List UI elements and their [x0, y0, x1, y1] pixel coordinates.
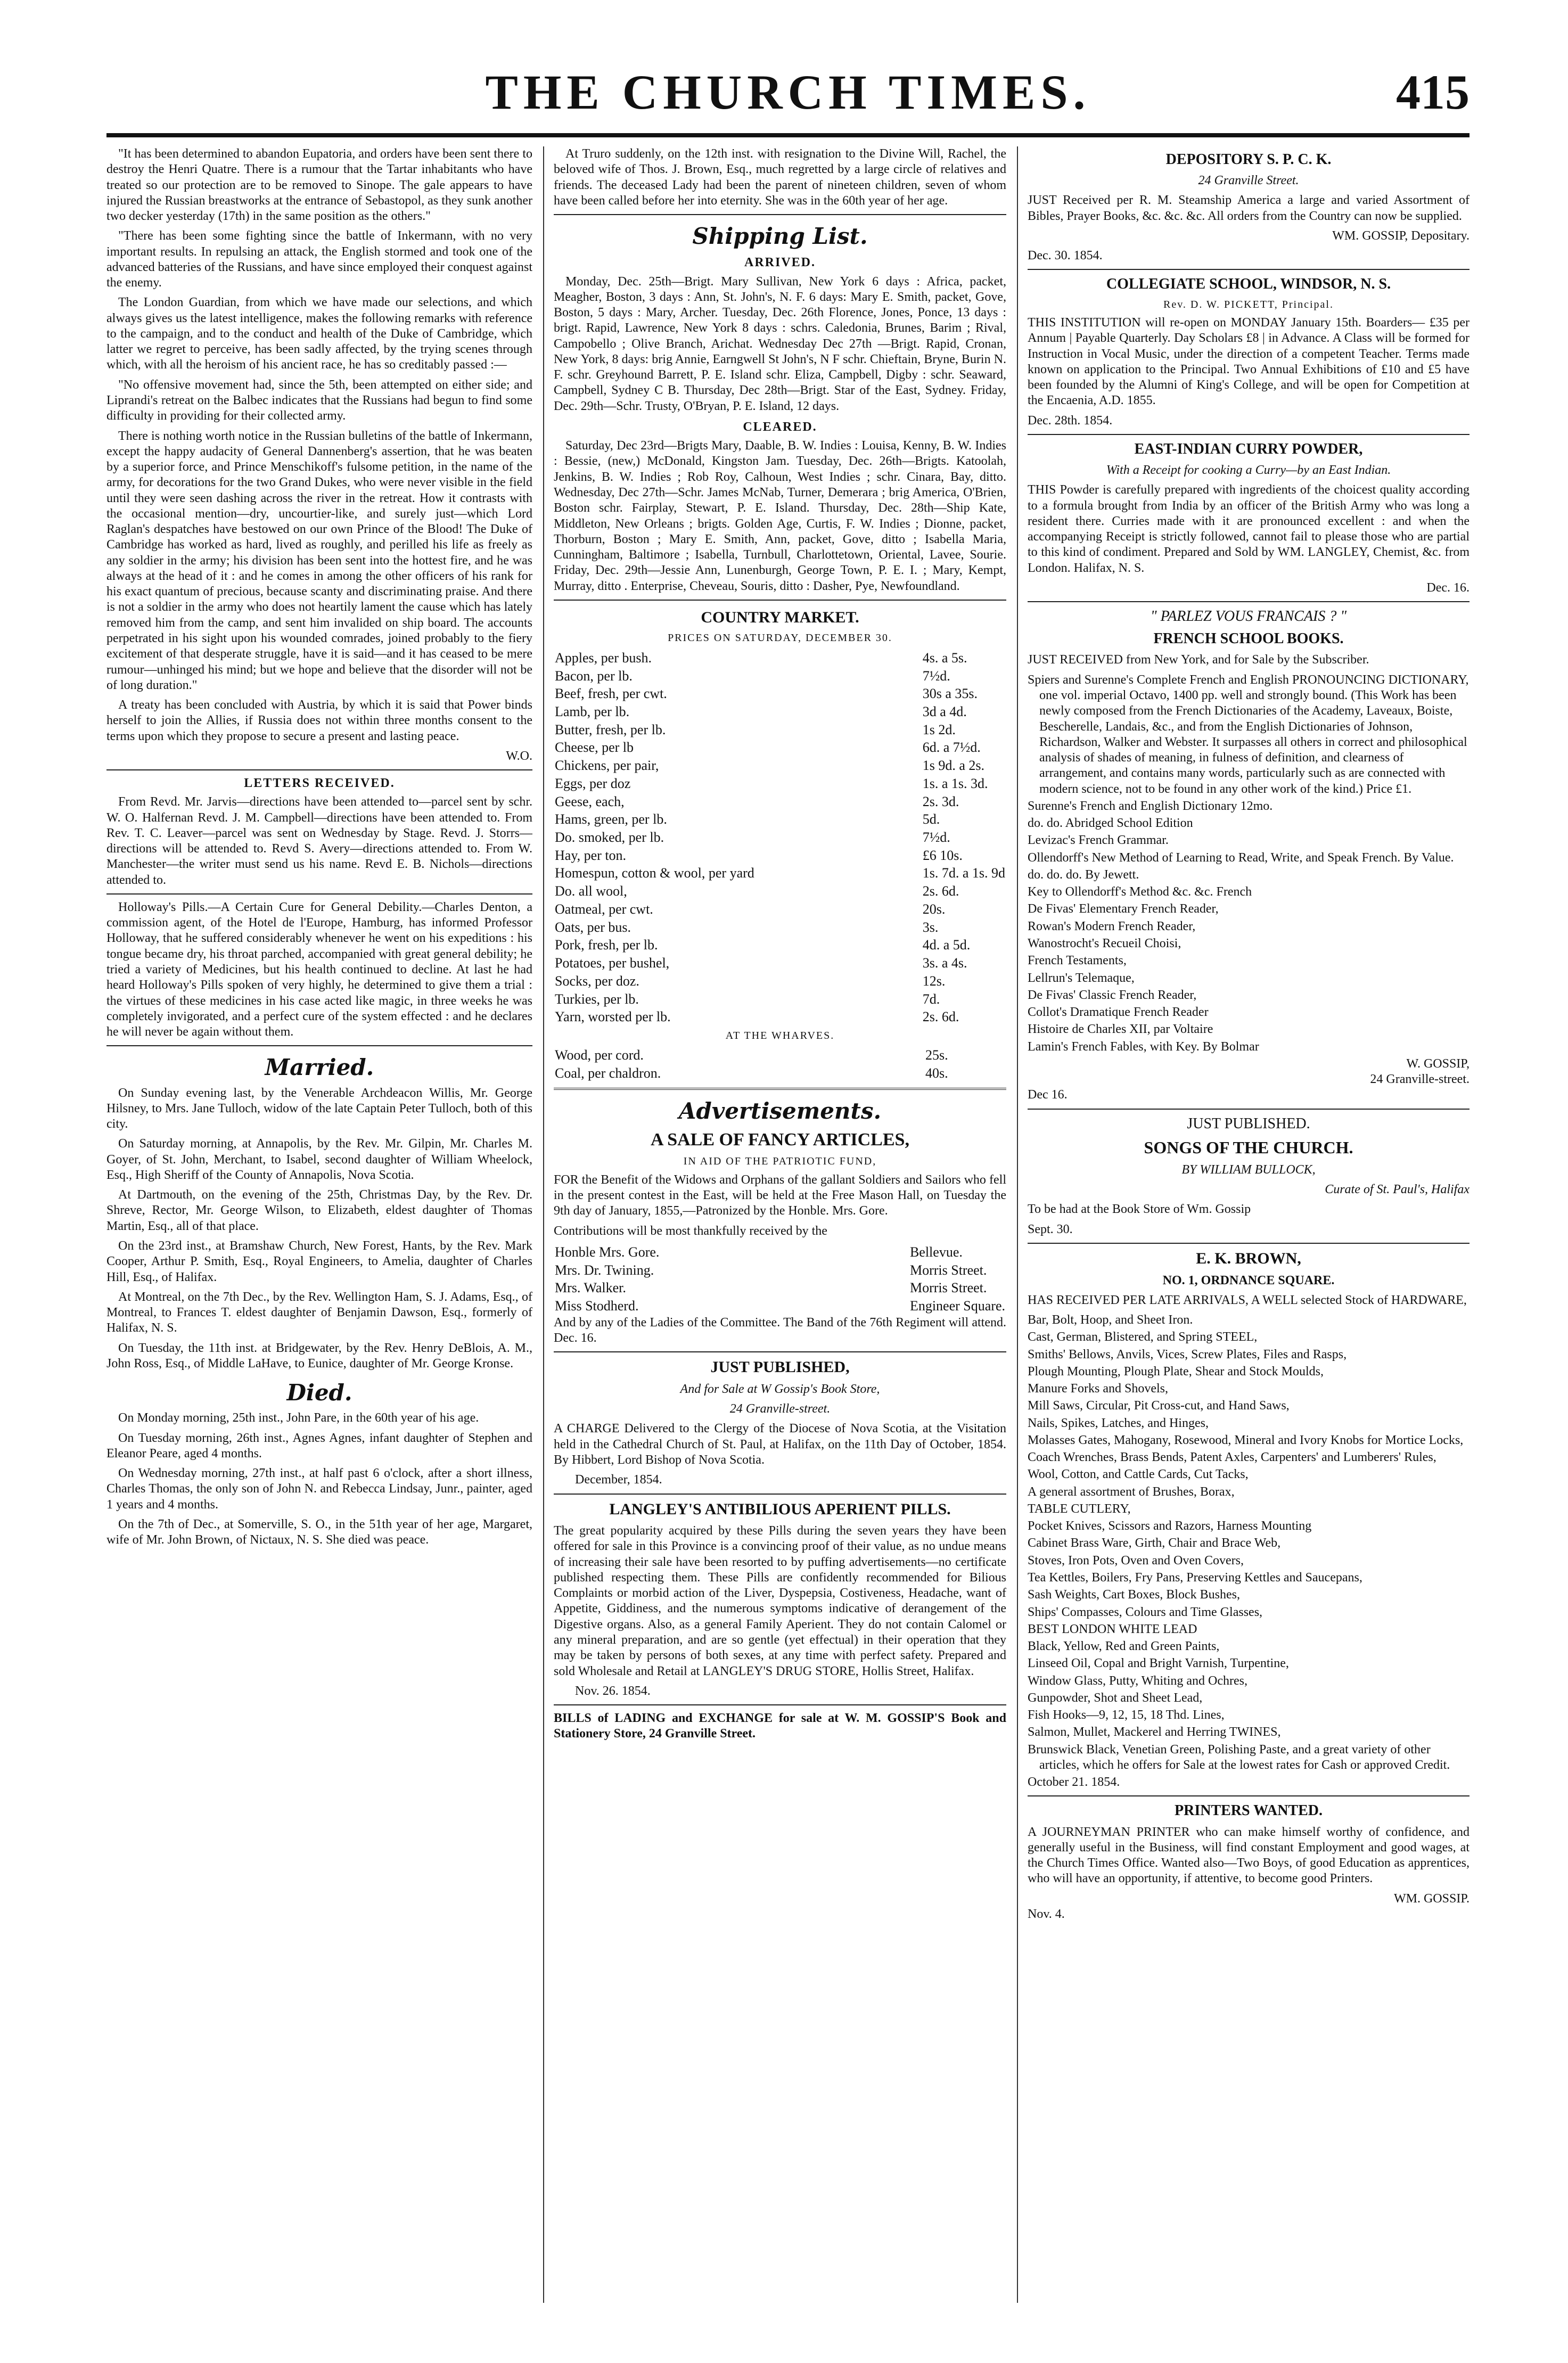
table-cell-item: Hay, per ton. — [555, 847, 627, 863]
table-row — [554, 1008, 1006, 1026]
table-cell-value: Bellevue. — [909, 1244, 963, 1260]
holloway-notice: Holloway's Pills.—A Certain Cure for General Debility.—Charles Denton, a commission agent, of the Hotel de l'Europe, Hamburg, has informed Professor Holloway, that he suffered considerably whenever he went on his expeditions : his tongue became dry, his throat parched, accompanied with great general debility; he tried a variety of Medicines, but his health continued to decline. At last he had heard Holloway's Pills spoken of very highly, he determined to give them a trial : the virtues of these medicines in his case acted like magic, in three weeks he was completely invigorated, and a perfect cure of the system effected : and he declares he will never be again without them. — [106, 900, 532, 1039]
list-item: Pocket Knives, Scissors and Razors, Harness Mounting — [1028, 1519, 1312, 1533]
list-item: Linseed Oil, Copal and Bright Varnish, Turpentine, — [1028, 1656, 1289, 1671]
column-3 — [1028, 146, 1470, 2303]
list-item: De Fivas' Classic French Reader, — [1028, 988, 1197, 1002]
table-cell-value: 4d. a 5d. — [922, 937, 971, 953]
charge-advertisement — [554, 1358, 1006, 1488]
college-date: Dec. 28th. 1854. — [1028, 413, 1113, 428]
list-item: Nails, Spikes, Latches, and Hinges, — [1028, 1416, 1209, 1430]
college-text: THIS INSTITUTION will re-open on MONDAY January 15th. Boarders— £35 per Annum | Payable Quarterly. Day Scholars £8 | in Advance. A Class will be formed for Instruction in Vocal Music, under the direction of a competent Teacher. Terms made known on application to the Principal. Two Annual Exhibitions of £10 and £5 have been founded by the Alumni of King's College, and will be open for Competition at the Encaenia, A.D. 1855. — [1028, 316, 1470, 408]
table-row — [554, 667, 1006, 685]
news-signature: W.O. — [506, 749, 532, 763]
list-item: French Testaments, — [1028, 954, 1127, 968]
list-item: Cabinet Brass Ware, Girth, Chair and Brace Web, — [1028, 1536, 1281, 1550]
list-item: Manure Forks and Shovels, — [1028, 1382, 1168, 1396]
table-cell-item: Butter, fresh, per lb. — [555, 721, 666, 737]
curry-text: THIS Powder is carefully prepared with ingredients of the choicest quality according to a formula brought from India by an officer of the British Army who was long a resident there. Curries made with it are pronounced excellent : and when the accompanying Receipt is strictly followed, cannot fail to please those who are partial to this kind of condiment. Prepared and Sold by WM. LANGLEY, Chemist, &c. from London. Halifax, N. S. — [1028, 483, 1470, 575]
table-cell-value: 7½d. — [922, 668, 950, 684]
publication-heading: JUST PUBLISHED, — [710, 1358, 850, 1376]
married-notice: On Saturday morning, at Annapolis, by the Rev. Mr. Gilpin, Mr. Charles M. Goyer, of St. John, Merchant, to Isabel, second daughter of William Wheelock, Esq., High Sheriff of the County of Annapolis, Nova Scotia. — [106, 1137, 532, 1182]
college-heading: COLLEGIATE SCHOOL, WINDSOR, N. S. — [1106, 276, 1391, 293]
table-row — [554, 1261, 1006, 1279]
list-item: do. do. Abridged School Edition — [1028, 816, 1193, 831]
section-rule — [106, 1045, 532, 1046]
table-row — [554, 685, 1006, 703]
death-notice: On the 7th of Dec., at Somerville, S. O., in the 51th year of her age, Margaret, wife of Mr. John Brown, of Nictaux, N. S. She died was peace. — [106, 1517, 532, 1547]
list-item: Rowan's Modern French Reader, — [1028, 919, 1196, 933]
table-cell-item: Beef, fresh, per cwt. — [555, 686, 667, 702]
masthead-rule — [106, 133, 1470, 137]
news-paragraph: "It has been determined to abandon Eupatoria, and orders have been sent there to destroy the Henri Quatre. There is a rumour that the Tartar inhabitants who have treated so our protection are to be removed to Sinope. The gale appears to have injured the Russian breastworks at the entrance of Sebastopol, as they sunk another two decker yesterday (17th) in the same position as the others." — [106, 147, 532, 224]
table-cell-value: 6d. a 7½d. — [922, 740, 981, 756]
list-item: Smiths' Bellows, Anvils, Vices, Screw Plates, Files and Rasps, — [1028, 1347, 1347, 1361]
depository-date: Dec. 30. 1854. — [1028, 249, 1103, 263]
table-cell-value: 1s. a 1s. 3d. — [922, 775, 988, 791]
publication-address: 24 Granville-street. — [729, 1402, 831, 1416]
married-notice: At Montreal, on the 7th Dec., by the Rev. Wellington Ham, S. J. Adams, Esq., of Montreal, to Frances T. eldest daughter of Benjamin Dawson, Esq., formerly of Halifax, N. S. — [106, 1290, 532, 1335]
section-rule — [1028, 434, 1470, 435]
printers-signature: WM. GOSSIP. — [1393, 1891, 1470, 1906]
list-item: Wanostrocht's Recueil Choisi, — [1028, 937, 1181, 950]
table-cell-value: 40s. — [925, 1065, 948, 1081]
songs-text: To be had at the Book Store of Wm. Gossip — [1028, 1202, 1251, 1217]
newspaper-title: THE CHURCH TIMES. — [485, 65, 1091, 119]
married-notice: On Tuesday, the 11th inst. at Bridgewater, by the Rev. Henry DeBlois, A. M., John Ross, Esq., of Middle LaHave, to Eunice, daughter of Mr. George Kronse. — [106, 1341, 532, 1371]
table-row — [554, 936, 1006, 954]
section-rule — [106, 769, 532, 770]
list-item: Bar, Bolt, Hoop, and Sheet Iron. — [1028, 1313, 1193, 1327]
news-paragraph: The London Guardian, from which we have made our selections, and which always gives us the latest intelligence, makes the following remarks with reference to the campaign, and to the conduct and health of the Duke of Cambridge, which latter we regret to perceive, has been sadly affected, by the trying scenes through which, with all the heroism of his ancient race, he has so creditably passed :— — [106, 296, 532, 372]
table-row — [554, 649, 1006, 667]
depository-advertisement — [1028, 151, 1470, 264]
market-subheading: PRICES ON SATURDAY, DECEMBER 30. — [668, 632, 892, 644]
table-row — [554, 1297, 1006, 1315]
list-item: Histoire de Charles XII, par Voltaire — [1028, 1022, 1213, 1037]
table-cell-item: Do. all wool, — [555, 883, 627, 899]
bills-advertisement: BILLS of LADING and EXCHANGE for sale at W. M. GOSSIP'S Book and Stationery Store, 24 Granville Street. — [554, 1711, 1006, 1741]
table-cell-value: 7d. — [922, 991, 940, 1007]
table-cell-value: Morris Street. — [909, 1262, 987, 1278]
songs-heading: SONGS OF THE CHURCH. — [1144, 1137, 1353, 1157]
table-cell-item: Mrs. Walker. — [555, 1280, 626, 1296]
list-item: TABLE CUTLERY, — [1028, 1502, 1131, 1516]
depository-text: JUST Received per R. M. Steamship America a large and varied Assortment of Bibles, Prayer Books, &c. &c. &c. All orders from the Country can now be supplied. — [1028, 193, 1470, 223]
songs-published: JUST PUBLISHED. — [1187, 1115, 1310, 1132]
list-item: Collot's Dramatique French Reader — [1028, 1005, 1209, 1020]
table-cell-value: 3s. a 4s. — [922, 955, 967, 971]
column-divider — [1017, 146, 1018, 2303]
table-cell-item: Potatoes, per bushel, — [555, 955, 670, 971]
table-row — [554, 703, 1006, 721]
death-notice: On Monday morning, 25th inst., John Pare, in the 60th year of his age. — [118, 1411, 479, 1425]
french-intro: JUST RECEIVED from New York, and for Sale by the Subscriber. — [1028, 653, 1369, 667]
arrived-heading: ARRIVED. — [744, 256, 816, 270]
brown-date: October 21. 1854. — [1028, 1775, 1120, 1790]
list-item: Stoves, Iron Pots, Oven and Oven Covers, — [1028, 1553, 1244, 1568]
list-item: Window Glass, Putty, Whiting and Ochres, — [1028, 1673, 1247, 1688]
table-row — [554, 1243, 1006, 1261]
letters-text: From Revd. Mr. Jarvis—directions have been attended to—parcel sent by schr. W. O. Halfernan Revd. J. M. Campbell—directions have been attended to. From Rev. T. C. Leaver—parcel was sent on Wednesday by Stage. Revd. J. Storrs—directions will be attended to. Revd S. Avery—directions attended to. From W. Manchester—the writer must send us his name. Revd E. B. Nichols—directions attended to. — [106, 795, 532, 887]
table-cell-item: Chickens, per pair, — [555, 758, 659, 774]
section-rule — [554, 1088, 1006, 1090]
table-row — [554, 757, 1006, 775]
brown-intro: HAS RECEIVED PER LATE ARRIVALS, A WELL selected Stock of HARDWARE, — [1028, 1293, 1467, 1307]
table-cell-value: 4s. a 5s. — [922, 650, 967, 666]
table-cell-item: Do. smoked, per lb. — [555, 830, 664, 846]
married-heading: Married. — [265, 1054, 374, 1081]
table-row — [554, 1279, 1006, 1297]
died-heading: Died. — [286, 1380, 352, 1406]
cleared-list: Saturday, Dec 23rd—Brigts Mary, Daable, B. W. Indies : Louisa, Kenny, B. W. Indies : Bessie, (new,) McDonald, Kingston Jam. Tuesday, Dec. 26th—Brigts. Katoolah, Jenkins, B. W. Indies ; Rob Roy, Calhoun, West Indies ; schr. Cinara, Bay, ditto. Wednesday, Dec 27th—Schr. James McNab, Turner, Demerara ; brig America, O'Brien, Boston schr. Fairplay, Stewart, P. E. Island. Thursday, Dec. 28th—Ship Kate, Middleton, New Orleans ; brigts. Golden Age, Curtis, F. W. Indies ; Dionne, packet, Thorburn, Boston ; Mary E. Smith, Ann, packet, Gove, ditto ; Isabella Maria, Cunningham, Baltimore ; Isabella, Turnbull, Charlottetown, Oriental, Lavee, Sourie. Friday, Dec. 29th—Jessie Ann, Lunenburgh, George Town, P. E. I. ; Mary, Kempt, Murray, ditto . Enterprise, Cheveau, Souris, ditto : Dasher, Pye, Newfoundland. — [554, 439, 1006, 593]
table-cell-item: Socks, per doz. — [555, 973, 639, 989]
curry-advertisement — [1028, 440, 1470, 596]
section-rule — [554, 214, 1006, 215]
table-cell-item: Bacon, per lb. — [555, 668, 633, 684]
table-cell-value: 25s. — [925, 1047, 948, 1063]
table-cell-item: Lamb, per lb. — [555, 704, 630, 720]
sale-subheading: IN AID OF THE PATRIOTIC FUND, — [683, 1155, 877, 1168]
list-item: Brunswick Black, Venetian Green, Polishing Paste, and a great variety of other articles, which he offers for Sale at the lowest rates for Cash or approved Credit. — [1028, 1742, 1450, 1772]
list-item: Plough Mounting, Plough Plate, Shear and Stock Moulds, — [1028, 1364, 1324, 1379]
table-cell-value: 2s. 3d. — [922, 793, 959, 809]
table-cell-item: Coal, per chaldron. — [555, 1065, 661, 1081]
married-notice: On the 23rd inst., at Bramshaw Church, New Forest, Hants, by the Rev. Mark Cooper, Arthur P. Smith, Esq., Royal Engineers, to Amelia, daughter of Charles Hill, Esq., of Halifax. — [106, 1238, 532, 1284]
printers-date: Nov. 4. — [1028, 1907, 1065, 1921]
table-row — [554, 828, 1006, 847]
table-row — [554, 847, 1006, 865]
list-item: Tea Kettles, Boilers, Fry Pans, Preserving Kettles and Saucepans, — [1028, 1571, 1362, 1585]
table-cell-value: £6 10s. — [922, 847, 963, 863]
brown-address: NO. 1, ORDNANCE SQUARE. — [1162, 1273, 1335, 1287]
news-paragraph: "There has been some fighting since the battle of Inkermann, with no very important results. In repulsing an attack, the English stormed and took one of the advanced batteries of the Russians, and have since employed their conquest against the enemy. — [106, 229, 532, 290]
curry-date: Dec. 16. — [1426, 580, 1470, 595]
table-cell-value: 12s. — [922, 973, 946, 989]
section-rule — [554, 1494, 1006, 1495]
section-rule — [1028, 1795, 1470, 1796]
langley-text: The great popularity acquired by these Pills during the seven years they have been offered for sale in this Province is a convincing proof of their value, as no undue means of increasing their sale have been resorted to by puffing advertisements—no certificate published respecting them. These Pills are confidently recommended for Bilious Complaints or morbid action of the Liver, Dyspepsia, Costiveness, Headache, want of Appetite, Giddiness, and the numerous symptoms indicative of derangement of the Digestive organs. Also, as a general Family Aperient. They do not contain Calomel or any mineral preparation, and are so gentle (yet effectual) in their operation that they may be taken by persons of both sexes, at any time with perfect safety. Prepared and sold Wholesale and Retail at LANGLEY'S DRUG STORE, Hollis Street, Halifax. — [554, 1524, 1006, 1678]
news-paragraph: "No offensive movement had, since the 5th, been attempted on either side; and Liprandi's retreat on the Balbec indicates that the Russians had begun to find some difficulty in providing for their collected army. — [106, 378, 532, 423]
list-item: Fish Hooks—9, 12, 15, 18 Thd. Lines, — [1028, 1708, 1225, 1722]
list-item: Wool, Cotton, and Cattle Cards, Cut Tacks, — [1028, 1467, 1249, 1482]
curry-subheading: With a Receipt for cooking a Curry—by an East Indian. — [1106, 463, 1391, 478]
brown-advertisement — [1028, 1249, 1470, 1791]
french-book-list — [1028, 672, 1470, 1055]
table-row — [554, 954, 1006, 972]
sale-text: FOR the Benefit of the Widows and Orphans of the gallant Soldiers and Sailors who fell in the present contest in the East, will be held at the Free Mason Hall, on Tuesday the 9th day of January, 1855,—Patronized by the Honble. Mrs. Gore. — [554, 1172, 1006, 1218]
wharves-heading: AT THE WHARVES. — [725, 1029, 835, 1041]
news-paragraph: A treaty has been concluded with Austria, by which it is said that Power binds herself to join the Allies, if Russia does not within three months consent to the terms upon which they propose to secure a present and lasting peace. — [106, 698, 532, 743]
table-row — [554, 972, 1006, 990]
list-item: Key to Ollendorff's Method &c. &c. French — [1028, 885, 1252, 899]
curry-heading: EAST-INDIAN CURRY POWDER, — [1134, 440, 1363, 457]
sale-advertisement — [554, 1129, 1006, 1346]
table-row — [554, 990, 1006, 1008]
list-item: Gunpowder, Shot and Sheet Lead, — [1028, 1691, 1203, 1705]
songs-date: Sept. 30. — [1028, 1222, 1073, 1236]
wharves-table — [554, 1046, 1006, 1082]
list-item: De Fivas' Elementary French Reader, — [1028, 902, 1219, 916]
list-item: Mill Saws, Circular, Pit Cross-cut, and Hand Saws, — [1028, 1399, 1290, 1413]
cleared-heading: CLEARED. — [743, 420, 817, 434]
table-cell-value: Morris Street. — [909, 1280, 987, 1296]
songs-curate: Curate of St. Paul's, Halifax — [1325, 1183, 1470, 1197]
sale-heading: A SALE OF FANCY ARTICLES, — [651, 1130, 909, 1150]
french-books-advertisement — [1028, 608, 1470, 1103]
column-2 — [554, 146, 1006, 2303]
table-cell-item: Geese, each, — [555, 793, 625, 809]
table-cell-item: Mrs. Dr. Twining. — [555, 1262, 654, 1278]
college-principal: Rev. D. W. PICKETT, Principal. — [1163, 298, 1334, 310]
table-cell-item: Turkies, per lb. — [555, 991, 639, 1007]
publication-subheading: And for Sale at W Gossip's Book Store, — [680, 1382, 880, 1396]
college-advertisement — [1028, 275, 1470, 428]
married-notice: On Sunday evening last, by the Venerable Archdeacon Willis, Mr. George Hilsney, to Mrs. Jane Tulloch, widow of the late Captain Peter Tulloch, both of this city. — [106, 1086, 532, 1131]
table-cell-value: 2s. 6d. — [922, 1009, 959, 1025]
hardware-list — [1028, 1312, 1470, 1773]
list-item: Lamin's French Fables, with Key. By Bolmar — [1028, 1039, 1259, 1054]
news-paragraph: There is nothing worth notice in the Russian bulletins of the battle of Inkermann, except the happy audacity of General Dannenberg's assertion, that he was beaten by a superior force, and Prince Menschikoff's fulsome petition, in the name of the army, for decorations for the two Grand Dukes, who were never visible in the field until they were seen dashing across the river in the retreat. How it contrasts with the occasional mention—dry, uncourtier-like, and surely just—which Lord Raglan's despatches have bestowed on our own Prince of the Blood! The Duke of Cambridge has worked as hard, lived as roughly, and perilled his life as freely as any soldier in the army; his division has been sent into the hottest fire, and he was always at the head of it : and he comes in among the other officers of his rank for his exact quantum of precious, because scanty and discriminating praise. And there is not a soldier in the army who does not heartily lament the cause which has lately removed him from the camp, and sent him invalided on ship board. The accounts perpetrated in his sight upon his wounded comrades, joined probably to the fiery excitement of that desperate struggle, have it is said—and it has ceased to be mere rumour—unhinged his mind; but we hope and believe that the disorder will not be of long duration." — [106, 429, 532, 692]
list-item: Lellrun's Telemaque, — [1028, 971, 1135, 985]
langley-advertisement — [554, 1500, 1006, 1700]
table-cell-item: Homespun, cotton & wool, per yard — [555, 865, 754, 881]
column-1 — [106, 146, 532, 2303]
table-cell-value: Engineer Square. — [909, 1298, 1005, 1314]
table-cell-value: 30s a 35s. — [922, 686, 978, 702]
brown-heading: E. K. BROWN, — [1196, 1249, 1301, 1267]
french-heading: FRENCH SCHOOL BOOKS. — [1153, 630, 1344, 647]
charge-date: December, 1854. — [575, 1473, 662, 1487]
market-table — [554, 649, 1006, 1026]
printers-text: A JOURNEYMAN PRINTER who can make himself worthy of confidence, and generally useful in the Business, will find constant Employment and good wages, at the Church Times Office. Wanted also—Two Boys, of good Education as apprentices, who will have an opportunity, if attentive, to become good Printers. — [1028, 1825, 1470, 1886]
table-cell-value: 3s. — [922, 919, 939, 935]
section-rule — [554, 1704, 1006, 1705]
section-rule — [1028, 1109, 1470, 1110]
page-number: 415 — [1396, 65, 1470, 119]
list-item: Salmon, Mullet, Mackerel and Herring TWINES, — [1028, 1725, 1281, 1740]
list-item: Ships' Compasses, Colours and Time Glasses, — [1028, 1605, 1263, 1619]
table-cell-item: Oats, per bus. — [555, 919, 631, 935]
table-cell-item: Oatmeal, per cwt. — [555, 901, 653, 917]
masthead — [106, 64, 1470, 128]
table-cell-item: Wood, per cord. — [555, 1047, 644, 1063]
table-cell-item: Miss Stodherd. — [555, 1298, 639, 1314]
depository-signature: WM. GOSSIP, Depositary. — [1332, 228, 1470, 243]
table-cell-item: Eggs, per doz — [555, 775, 631, 791]
table-cell-item: Honble Mrs. Gore. — [555, 1244, 660, 1260]
section-rule — [106, 893, 532, 895]
market-heading: COUNTRY MARKET. — [701, 608, 859, 626]
list-item: Cast, German, Blistered, and Spring STEEL, — [1028, 1330, 1258, 1344]
songs-advertisement — [1028, 1115, 1470, 1237]
sale-contributions: Contributions will be most thankfully received by the — [554, 1224, 827, 1238]
printers-heading: PRINTERS WANTED. — [1175, 1802, 1323, 1819]
list-item: Spiers and Surenne's Complete French and English PRONOUNCING DICTIONARY, one vol. imperial Octavo, 1400 pp. well and strongly bound. (This Work has been newly composed from the French Dictionaries of the Academy, Laveaux, Boiste, Bescherelle, Landais, &c., and from the English Dictionaries of Johnson, Richardson, Walker and Webster. It surpasses all others in correct and philosophical analysis of shades of meaning, in fulness of definition, and clearness of arrangement, and contains many words, particularly such as are connected with modern science, not to be found in any other work of the kind.) Price £1. — [1028, 672, 1469, 796]
obituary-intro: At Truro suddenly, on the 12th inst. with resignation to the Divine Will, Rachel, the beloved wife of Thos. J. Brown, Esq., much regretted by a large circle of relatives and friends. The deceased Lady had been the parent of nineteen children, seven of whom have been called before her into eternity. She was in the 60th year of her age. — [554, 147, 1006, 208]
list-item: Molasses Gates, Mahogany, Rosewood, Mineral and Ivory Knobs for Mortice Locks, — [1028, 1433, 1464, 1447]
table-cell-value: 3d a 4d. — [922, 704, 967, 720]
section-rule — [1028, 269, 1470, 270]
death-notice: On Tuesday morning, 26th inst., Agnes Agnes, infant daughter of Stephen and Eleanor Peare, aged 4 months. — [106, 1431, 532, 1461]
table-cell-item: Cheese, per lb — [555, 740, 634, 756]
table-row — [554, 882, 1006, 900]
column-divider — [543, 146, 544, 2303]
list-item: Levizac's French Grammar. — [1028, 833, 1169, 848]
table-row — [554, 775, 1006, 793]
langley-heading: LANGLEY'S ANTIBILIOUS APERIENT PILLS. — [609, 1500, 951, 1518]
table-cell-value: 20s. — [922, 901, 946, 917]
table-cell-value: 1s 9d. a 2s. — [922, 758, 984, 774]
advertisements-heading: Advertisements. — [678, 1097, 882, 1124]
death-notice: On Wednesday morning, 27th inst., at half past 6 o'clock, after a short illness, Charles Thomas, the only son of John N. and Rebecca Lindsay, Junr., painter, aged 1 years and 4 months. — [106, 1466, 532, 1512]
list-item: Coach Wrenches, Brass Bends, Patent Axles, Carpenters' and Lumberers' Rules, — [1028, 1450, 1436, 1465]
list-item: Surenne's French and English Dictionary 12mo. — [1028, 799, 1273, 813]
songs-author: BY WILLIAM BULLOCK, — [1181, 1162, 1316, 1177]
table-row — [554, 900, 1006, 918]
letters-heading: LETTERS RECEIVED. — [244, 776, 395, 791]
depository-address: 24 Granville Street. — [1198, 174, 1299, 188]
charge-text: A CHARGE Delivered to the Clergy of the Diocese of Nova Scotia, at the Visitation held in the Cathedral Church of St. Paul, at Halifax, on the 11th Day of October, 1854. By Hibbert, Lord Bishop of Nova Scotia. — [554, 1422, 1006, 1467]
table-cell-value: 1s. 7d. a 1s. 9d — [922, 865, 1005, 881]
list-item: Black, Yellow, Red and Green Paints, — [1028, 1639, 1220, 1654]
table-cell-value: 2s. 6d. — [922, 883, 959, 899]
arrived-list: Monday, Dec. 25th—Brigt. Mary Sullivan, New York 6 days : Africa, packet, Meagher, Boston, 3 days : Ann, St. John's, N. F. 6 days: Mary E. Smith, packet, Gove, Boston, 5 days : Mary, Archer. Tuesday, Dec. 26th Florence, Jones, Ponce, 13 days : brigt. Rapid, Lawrence, New York 8 days : schrs. Caledonia, Brunes, Barim ; Rival, Campobello ; Olive Branch, Arichat. Wednesday Dec 27th —Brigt. Rapid, Cronan, New York, 8 days: brig Annie, Earngwell St John's, N F schr. Chieftain, Bryne, Burin N. F. schr. Greyhound Barrett, P. E. Island schr. Eliza, Campbell, Digby : schr. Seaward, Campbell, Sydney C B. Thursday, Dec 28th—Brigt. Star of the East, Sydney. Friday, Dec. 29th—Schr. Trusty, O'Bryan, P. E. Island, 12 days. — [554, 274, 1006, 413]
table-row — [554, 810, 1006, 828]
table-cell-item: Yarn, worsted per lb. — [555, 1009, 671, 1025]
section-rule — [1028, 1243, 1470, 1244]
table-row — [554, 918, 1006, 937]
list-item: Sash Weights, Cart Boxes, Block Bushes, — [1028, 1588, 1240, 1602]
table-row — [554, 864, 1006, 882]
table-row — [554, 793, 1006, 811]
list-item: Ollendorff's New Method of Learning to Read, Write, and Speak French. By Value. — [1028, 850, 1454, 865]
printers-advertisement — [1028, 1802, 1470, 1922]
section-rule — [1028, 601, 1470, 602]
table-row — [554, 721, 1006, 739]
sale-footer: And by any of the Ladies of the Committee. The Band of the 76th Regiment will attend. Dec. 16. — [554, 1315, 1006, 1345]
table-cell-item: Apples, per bush. — [555, 650, 652, 666]
langley-date: Nov. 26. 1854. — [575, 1684, 651, 1698]
table-cell-value: 7½d. — [922, 830, 950, 846]
shipping-heading: Shipping List. — [692, 223, 868, 250]
table-cell-value: 1s 2d. — [922, 721, 956, 737]
french-date: Dec 16. — [1028, 1088, 1068, 1102]
table-cell-item: Pork, fresh, per lb. — [555, 937, 658, 953]
table-row — [554, 739, 1006, 757]
section-rule — [554, 600, 1006, 601]
depository-heading: DEPOSITORY S. P. C. K. — [1165, 151, 1332, 168]
section-rule — [554, 1351, 1006, 1352]
sale-contributors-table — [554, 1243, 1006, 1315]
table-cell-value: 5d. — [922, 811, 940, 827]
list-item: do. do. do. By Jewett. — [1028, 867, 1139, 882]
married-notice: At Dartmouth, on the evening of the 25th, Christmas Day, by the Rev. Dr. Shreve, Rector, Mr. George Wilson, to Elizabeth, eldest daughter of Thomas Martin, Esq., all of that place. — [106, 1188, 532, 1233]
parlez-heading: " PARLEZ VOUS FRANCAIS ? " — [1150, 608, 1347, 625]
list-item: A general assortment of Brushes, Borax, — [1028, 1484, 1235, 1499]
table-row — [554, 1046, 1006, 1064]
french-address: 24 Granville-street. — [1370, 1072, 1470, 1087]
table-cell-item: Hams, green, per lb. — [555, 811, 667, 827]
table-row — [554, 1064, 1006, 1082]
french-signature: W. GOSSIP, — [1406, 1056, 1470, 1071]
list-item: BEST LONDON WHITE LEAD — [1028, 1622, 1197, 1636]
